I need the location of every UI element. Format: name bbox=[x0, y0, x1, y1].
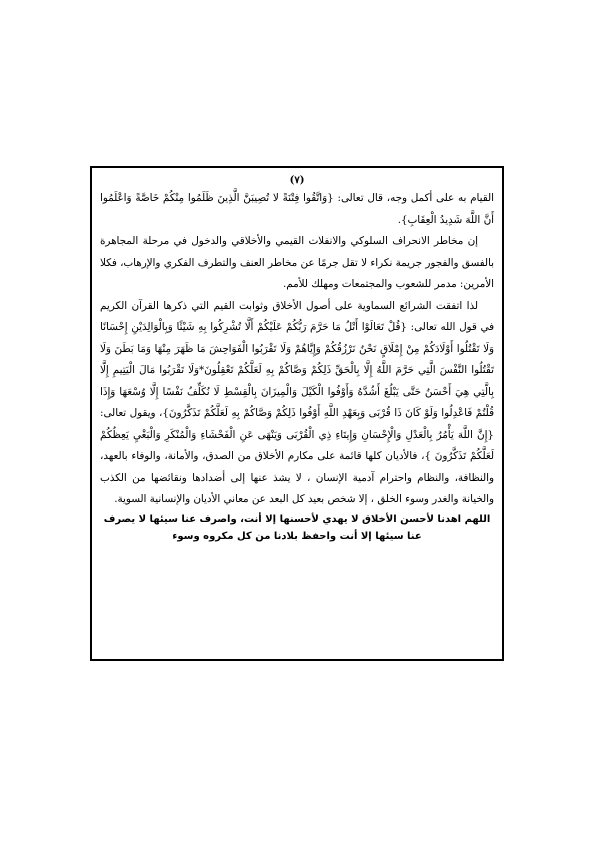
page-number: (٧) bbox=[289, 175, 305, 186]
paragraph-1: القيام به على أكمل وجه، قال تعالى: {وَاتَّقُوا فِتْنَةً لا تُصِيبَنَّ الَّذِينَ ظَلَمُوا مِنْكُمْ خَاصَّةً وَاعْلَمُوا أَنَّ اللَّهَ شَدِيدُ الْعِقَابِ}. bbox=[100, 192, 494, 226]
paragraph-3: لذا اتفقت الشرائع السماوية على أصول الأخلاق وثوابت القيم التي ذكرها القرآن الكريم في قول الله تعالى: {قُلْ تَعَالَوْا أَتْلُ مَا حَرَّمَ رَبُّكُمْ عَلَيْكُمْ أَلَّا تُشْرِكُوا بِهِ شَيْئًا وَبِالْوَالِدَيْنِ إِحْسَانًا وَلَا تَقْتُلُوا أَوْلَادَكُمْ مِنْ إِمْلَاقٍ نَحْنُ نَرْزُقُكُمْ وَإِيَّاهُمْ وَلَا تَقْرَبُوا الْفَوَاحِشَ مَا ظَهَرَ مِنْهَا وَمَا بَطَنَ وَلَا تَقْتُلُوا النَّفْسَ الَّتِي حَرَّمَ اللَّهُ إِلَّا بِالْحَقِّ ذَلِكُمْ وَصَّاكُمْ بِهِ لَعَلَّكُمْ تَعْقِلُونَ*وَلَا تَقْرَبُوا مَالَ الْيَتِيمِ إِلَّا بِالَّتِي هِيَ أَحْسَنُ حَتَّى يَبْلُغَ أَشُدَّهُ وَأَوْفُوا الْكَيْلَ وَالْمِيزَانَ بِالْقِسْطِ لَا نُكَلِّفُ نَفْسًا إِلَّا وُسْعَهَا وَإِذَا قُلْتُمْ فَاعْدِلُوا وَلَوْ كَانَ ذَا قُرْبَى وَبِعَهْدِ اللَّهِ أَوْفُوا ذَلِكُمْ وَصَّاكُمْ بِهِ لَعَلَّكُمْ تَذَكَّرُونَ}، ويقول تعالى: {إِنَّ اللَّهَ يَأْمُرُ بِالْعَدْلِ وَالْإِحْسَانِ وَإِيتَاءِ ذِي الْقُرْبَى وَيَنْهَى عَنِ الْفَحْشَاءِ وَالْمُنْكَرِ وَالْبَغْيِ يَعِظُكُمْ لَعَلَّكُمْ تَذَكَّرُونَ }، فالأديان كلها قائمة على مكارم الأخلاق من الصدق، والأمانة، والوفاء بالعهد، والنظافة، والنظام واحترام آدمية الإنسان ، لا يشذ عنها إلى أضدادها ونقائضها من الكذب والخيانة والغدر وسوء الخلق ، إلا شخص بعيد كل البعد عن معاني الأديان والإنسانية السوية. bbox=[100, 299, 494, 505]
page-frame bbox=[90, 166, 504, 661]
page-content bbox=[100, 174, 494, 545]
paragraph-2: إن مخاطر الانحراف السلوكي والانفلات القيمي والأخلاقي والدخول في مرحلة المجاهرة بالفسق والفجور جريمة نكراء لا تقل جرمًا عن مخاطر العنف والتطرف الفكري والإرهاب، فكلا الأمرين: مدمر للشعوب والمجتمعات ومهلك للأمم. bbox=[100, 235, 494, 290]
closing-prayer: اللهم اهدنا لأحسن الأخلاق لا يهدي لأحسنها إلا أنت، واصرف عنا سيئها لا يصرف عنا سيئها إلا أنت واحفظ بلادنا من كل مكروه وسوء bbox=[103, 513, 491, 542]
